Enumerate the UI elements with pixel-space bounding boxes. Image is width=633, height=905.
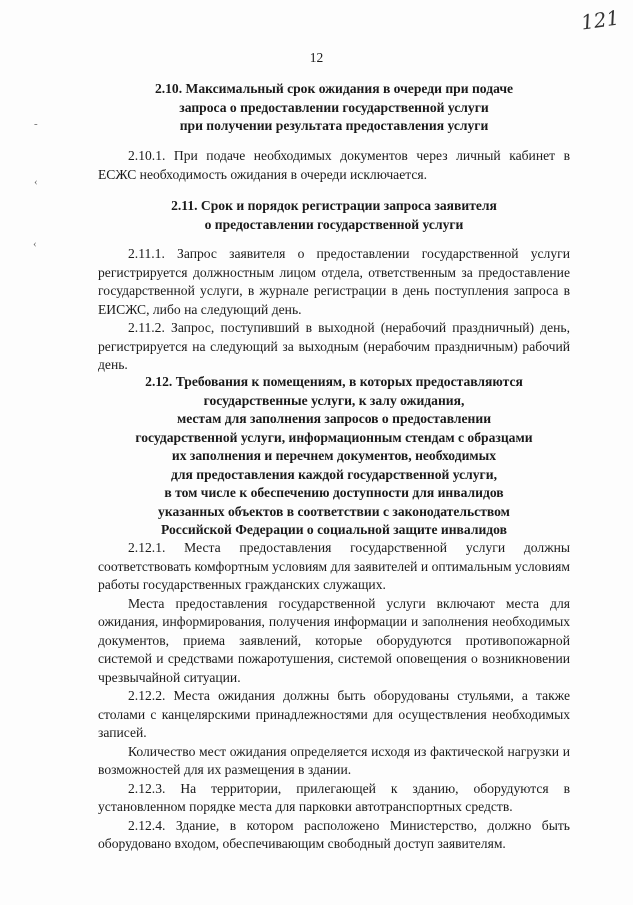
- paragraph: 2.12.3. На территории, прилегающей к зданию, оборудуются в установленном порядке места для парковки автотранспортных средств.: [98, 780, 570, 814]
- paragraph: 2.11.2. Запрос, поступивший в выходной (нерабочий праздничный) день, регистрируется на следующий за выходным (нерабочим праздничным) рабочий день.: [98, 320, 570, 372]
- margin-scan-mark: -: [34, 118, 38, 130]
- section-2-11-body: [98, 245, 570, 375]
- section-2-10-body: [98, 147, 570, 184]
- handwritten-page-number: 121: [579, 5, 621, 35]
- paragraph: Количество мест ожидания определяется исходя из фактической нагрузки и возможностей для их размещения в здании.: [98, 743, 570, 777]
- section-2-10: [98, 80, 570, 136]
- section-2-12-body: [98, 539, 570, 854]
- section-2-11: [98, 197, 570, 234]
- section-heading: 2.11. Срок и порядок регистрации запроса заявителя о предоставлении государственной услуги: [171, 198, 497, 232]
- paragraph: Места предоставления государственной услуги включают места для ожидания, информирования, получения информации и заполнения необходимых документов, приема заявлений, которые оборудуются противопожарной системой и средствами пожаротушения, системой оповещения о возникновении чрезвычайной ситуации.: [98, 595, 570, 685]
- section-2-12: [98, 373, 570, 540]
- page-number: 12: [309, 50, 324, 65]
- margin-scan-mark: ‹: [34, 176, 38, 188]
- paragraph: 2.12.1. Места предоставления государственной услуги должны соответствовать комфортным условиям для заявителей и оптимальным условиям работы государственных гражданских служащих.: [98, 540, 570, 592]
- paragraph: 2.11.1. Запрос заявителя о предоставлении государственной услуги регистрируется должностным лицом отдела, ответственным за предоставление государственной услуги, в журнале регистрации в день поступления запроса в ЕИСЖС, либо на следующий день.: [98, 246, 570, 317]
- section-heading: 2.10. Максимальный срок ожидания в очереди при подаче запроса о предоставлении государственной услуги при получении результата предоставления услуги: [154, 81, 514, 133]
- paragraph: 2.12.4. Здание, в котором расположено Министерство, должно быть оборудовано входом, обеспечивающим свободный доступ заявителям.: [98, 817, 570, 851]
- paragraph: 2.10.1. При подаче необходимых документов через личный кабинет в ЕСЖС необходимость ожидания в очереди исключается.: [98, 148, 570, 182]
- paragraph: 2.12.2. Места ожидания должны быть оборудованы стульями, а также столами с канцелярскими принадлежностями для осуществления необходимых записей.: [98, 688, 570, 740]
- margin-scan-mark: ‹: [33, 238, 37, 250]
- section-heading: 2.12. Требования к помещениям, в которых предоставляются государственные услуги, к залу ожидания, местам для заполнения запросов о предоставлении государственной услуги, информационным стендам с образцами их заполнения и перечнем документов, необходимых для предоставления каждой государственной услуги, в том числе к обеспечению доступности для инвалидов указанных объектов в соответствии с законодательством Российской Федерации о социальной защите инвалидов: [135, 374, 533, 537]
